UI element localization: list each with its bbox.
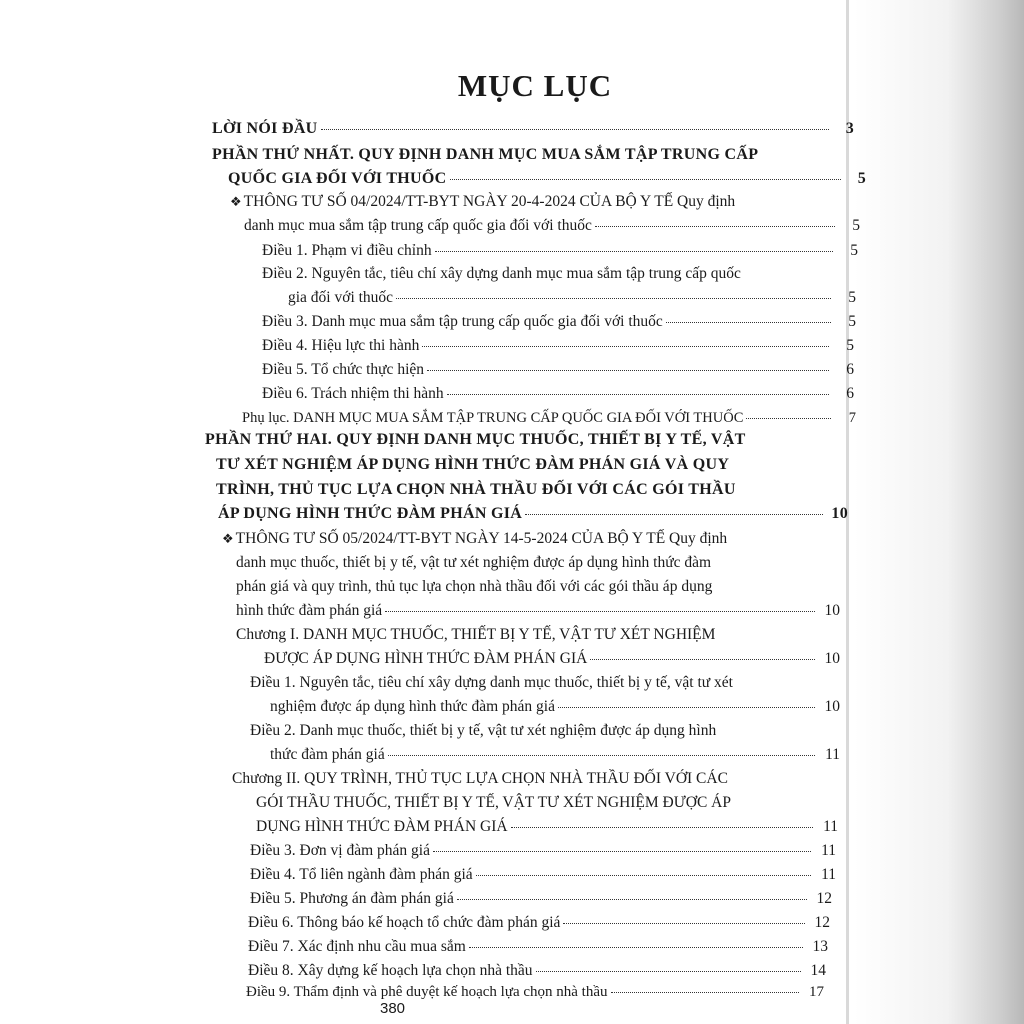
toc-entry-text: Điều 9. Thẩm định và phê duyệt kế hoạch lựa chọn nhà thầu: [246, 984, 608, 1000]
toc-entry-text: Điều 5. Phương án đàm phán giá: [250, 890, 454, 907]
toc-circular-05-line3[interactable]: phán giá và quy trình, thủ tục lựa chọn nhà thầu đối với các gói thầu áp dụng: [236, 578, 713, 595]
leader-dots: [746, 418, 831, 419]
page-number: 380: [380, 1000, 406, 1017]
toc-entry-text: gia đối với thuốc: [288, 289, 394, 306]
toc-entry-chapter-2[interactable]: [256, 818, 838, 836]
toc-entry-text: QUỐC GIA ĐỐI VỚI THUỐC: [228, 170, 447, 187]
toc-entry-dieu-4b[interactable]: [250, 866, 836, 884]
toc-page-number: 14: [810, 962, 826, 979]
leader-dots: [450, 179, 842, 180]
toc-circular-05-line2[interactable]: danh mục thuốc, thiết bị y tế, vật tư xét nghiệm được áp dụng hình thức đàm: [236, 554, 712, 571]
toc-page-number: 5: [857, 170, 866, 187]
toc-entry-circular-04[interactable]: [244, 217, 860, 235]
leader-dots: [427, 370, 829, 371]
toc-entry-dieu-5[interactable]: [262, 361, 854, 379]
toc-entry-text: thức đàm phán giá: [270, 746, 385, 763]
toc-entry-part-two[interactable]: [218, 505, 848, 523]
toc-entry-text: Điều 8. Xây dựng kế hoạch lựa chọn nhà thầu: [248, 962, 533, 979]
toc-entry-text: Điều 6. Trách nhiệm thi hành: [262, 385, 444, 402]
toc-entry-text: ĐƯỢC ÁP DỤNG HÌNH THỨC ĐÀM PHÁN GIÁ: [264, 650, 588, 667]
toc-entry-text: Điều 4. Tổ liên ngành đàm phán giá: [250, 866, 473, 883]
toc-page-number: 5: [848, 313, 856, 330]
toc-entry-appendix[interactable]: [242, 409, 856, 427]
diamond-bullet-icon: ❖: [230, 195, 242, 210]
toc-ch1-dieu-1-line1[interactable]: Điều 1. Nguyên tắc, tiêu chí xây dựng danh mục thuốc, thiết bị y tế, vật tư xét: [250, 674, 733, 691]
toc-entry-dieu-9b[interactable]: [246, 983, 824, 1001]
toc-entry-text: LỜI NÓI ĐẦU: [212, 120, 318, 137]
toc-page-number: 3: [845, 120, 854, 137]
toc-page-number: 10: [824, 602, 840, 619]
toc-page-number: 5: [850, 242, 858, 259]
leader-dots: [321, 129, 829, 130]
toc-entry-dieu-7b[interactable]: [248, 938, 828, 956]
leader-dots: [536, 971, 801, 972]
toc-ch1-dieu-2-line1[interactable]: Điều 2. Danh mục thuốc, thiết bị y tế, vật tư xét nghiệm được áp dụng hình: [250, 722, 717, 739]
toc-entry-dieu-6b[interactable]: [248, 914, 830, 932]
toc-entry-part-one[interactable]: [228, 170, 866, 188]
toc-page-number: 10: [824, 650, 840, 667]
toc-entry-text: Điều 4. Hiệu lực thi hành: [262, 337, 420, 354]
toc-entry-dieu-3[interactable]: [262, 313, 856, 331]
toc-entry-text: Phụ lục. DANH MỤC MUA SẮM TẬP TRUNG CẤP QUỐC GIA ĐỐI VỚI THUỐC: [242, 410, 744, 426]
toc-entry-text: Điều 5. Tổ chức thực hiện: [262, 361, 425, 378]
toc-page-number: 6: [846, 385, 854, 402]
toc-page-number: 11: [825, 746, 840, 763]
toc-page-number: 10: [824, 698, 840, 715]
toc-circular-05-line1[interactable]: [222, 530, 727, 549]
toc-part-two-line2[interactable]: TƯ XÉT NGHIỆM ÁP DỤNG HÌNH THỨC ĐÀM PHÁN GIÁ VÀ QUY: [216, 456, 730, 473]
leader-dots: [525, 514, 823, 515]
toc-entry-text: Điều 7. Xác định nhu cầu mua sắm: [248, 938, 466, 955]
toc-entry-preface[interactable]: [212, 120, 854, 138]
leader-dots: [558, 707, 815, 708]
toc-page-number: 17: [809, 984, 824, 1000]
toc-dieu-2-line1[interactable]: Điều 2. Nguyên tắc, tiêu chí xây dựng danh mục mua sắm tập trung cấp quốc: [262, 265, 741, 282]
toc-part-two-line3[interactable]: TRÌNH, THỦ TỤC LỰA CHỌN NHÀ THẦU ĐỐI VỚI CÁC GÓI THẦU: [216, 481, 736, 498]
leader-dots: [611, 992, 799, 993]
toc-entry-ch1-dieu-1[interactable]: [270, 698, 840, 716]
diamond-bullet-icon: ❖: [222, 532, 234, 547]
toc-entry-text: Điều 3. Danh mục mua sắm tập trung cấp quốc gia đối với thuốc: [262, 313, 663, 330]
leader-dots: [457, 899, 807, 900]
leader-dots: [396, 298, 831, 299]
toc-entry-dieu-8b[interactable]: [248, 962, 826, 980]
leader-dots: [388, 755, 815, 756]
leader-dots: [563, 923, 805, 924]
page-shadow: [854, 0, 1024, 1024]
toc-entry-dieu-2[interactable]: [288, 289, 856, 307]
toc-entry-text: THÔNG TƯ SỐ 04/2024/TT-BYT NGÀY 20-4-2024 CỦA BỘ Y TẾ Quy định: [243, 193, 736, 210]
toc-entry-dieu-6[interactable]: [262, 385, 854, 403]
toc-entry-dieu-3b[interactable]: [250, 842, 836, 860]
toc-entry-chapter-1[interactable]: [264, 650, 840, 668]
toc-entry-text: DỤNG HÌNH THỨC ĐÀM PHÁN GIÁ: [256, 818, 508, 835]
toc-page-number: 11: [821, 842, 836, 859]
leader-dots: [511, 827, 813, 828]
toc-part-one-line1[interactable]: PHẦN THỨ NHẤT. QUY ĐỊNH DANH MỤC MUA SẮM TẬP TRUNG CẤP: [212, 146, 759, 163]
toc-entry-text: nghiệm được áp dụng hình thức đàm phán giá: [270, 698, 555, 715]
toc-page-number: 6: [846, 361, 854, 378]
toc-entry-circular-05[interactable]: [236, 602, 840, 620]
page-title: MỤC LỤC: [457, 68, 613, 103]
toc-page-number: 12: [814, 914, 830, 931]
leader-dots: [469, 947, 803, 948]
toc-page-number: 5: [846, 337, 854, 354]
toc-entry-ch1-dieu-2[interactable]: [270, 746, 840, 764]
leader-dots: [590, 659, 815, 660]
toc-page-number: 7: [848, 410, 856, 426]
toc-chapter-1-line1[interactable]: Chương I. DANH MỤC THUỐC, THIẾT BỊ Y TẾ, VẬT TƯ XÉT NGHIỆM: [236, 626, 716, 643]
toc-entry-text: danh mục mua sắm tập trung cấp quốc gia đối với thuốc: [244, 217, 592, 234]
leader-dots: [385, 611, 815, 612]
toc-entry-text: ÁP DỤNG HÌNH THỨC ĐÀM PHÁN GIÁ: [218, 505, 523, 522]
toc-page-number: 10: [831, 505, 848, 522]
toc-entry-text: THÔNG TƯ SỐ 05/2024/TT-BYT NGÀY 14-5-2024 CỦA BỘ Y TẾ Quy định: [235, 530, 728, 547]
toc-entry-text: Điều 6. Thông báo kế hoạch tổ chức đàm phán giá: [248, 914, 561, 931]
toc-page-number: 5: [852, 217, 860, 234]
toc-entry-text: hình thức đàm phán giá: [236, 602, 383, 619]
toc-entry-dieu-5b[interactable]: [250, 890, 832, 908]
toc-circular-04-line1[interactable]: [230, 193, 735, 212]
toc-chapter-2-line1[interactable]: Chương II. QUY TRÌNH, THỦ TỤC LỰA CHỌN NHÀ THẦU ĐỐI VỚI CÁC: [232, 770, 728, 787]
toc-page-number: 13: [812, 938, 828, 955]
toc-entry-text: Điều 1. Phạm vi điều chỉnh: [262, 242, 432, 259]
toc-page-number: 11: [821, 866, 836, 883]
toc-entry-text: Điều 3. Đơn vị đàm phán giá: [250, 842, 430, 859]
toc-page-number: 5: [848, 289, 856, 306]
leader-dots: [447, 394, 829, 395]
leader-dots: [476, 875, 811, 876]
toc-page-number: 11: [823, 818, 838, 835]
toc-entry-dieu-1[interactable]: [262, 242, 858, 260]
leader-dots: [666, 322, 831, 323]
leader-dots: [595, 226, 835, 227]
leader-dots: [422, 346, 829, 347]
toc-chapter-2-line2[interactable]: GÓI THẦU THUỐC, THIẾT BỊ Y TẾ, VẬT TƯ XÉT NGHIỆM ĐƯỢC ÁP: [256, 794, 731, 811]
toc-entry-dieu-4[interactable]: [262, 337, 854, 355]
leader-dots: [433, 851, 811, 852]
leader-dots: [435, 251, 833, 252]
toc-page-number: 12: [816, 890, 832, 907]
toc-part-two-line1[interactable]: PHẦN THỨ HAI. QUY ĐỊNH DANH MỤC THUỐC, THIẾT BỊ Y TẾ, VẬT: [205, 431, 746, 448]
